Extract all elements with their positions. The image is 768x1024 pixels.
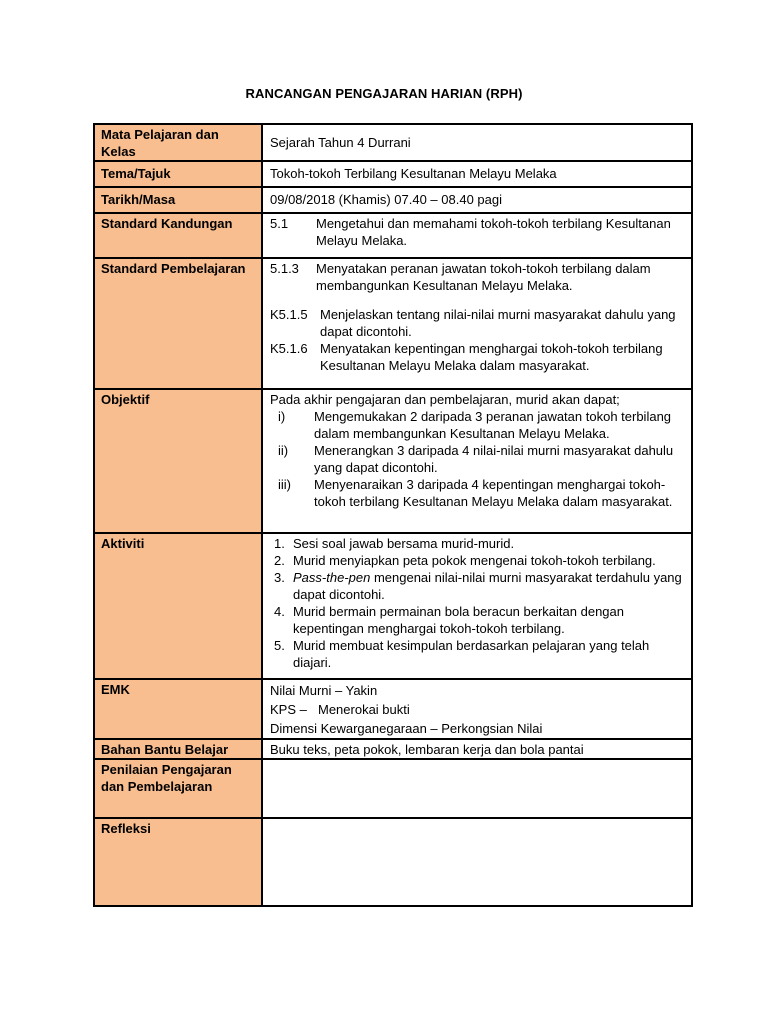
table-row-penilaian xyxy=(94,759,692,818)
emk-line: Dimensi Kewarganegaraan – Perkongsian Nilai xyxy=(270,721,543,736)
table-row-objektif xyxy=(94,389,692,533)
row-label: Refleksi xyxy=(94,818,262,906)
item-code: 5.1.3 xyxy=(270,261,299,276)
table-row-aktiviti xyxy=(94,533,692,679)
row-value: Buku teks, peta pokok, lembaran kerja dan bola pantai xyxy=(262,739,692,759)
item-code: K5.1.5 xyxy=(270,307,308,322)
item-text: Murid bermain permainan bola beracun berkaitan dengan kepentingan menghargai tokoh-tokoh terbilang. xyxy=(293,604,624,636)
item-number: ii) xyxy=(278,443,289,458)
document-title: RANCANGAN PENGAJARAN HARIAN (RPH) xyxy=(245,86,523,101)
row-value: Tokoh-tokoh Terbilang Kesultanan Melayu Melaka xyxy=(262,161,692,187)
standard-pembelajaran-item xyxy=(270,260,685,294)
standard-pembelajaran-item xyxy=(270,306,685,340)
row-label: Standard Kandungan xyxy=(94,213,262,258)
item-code: 5.1 xyxy=(270,216,289,231)
list-item xyxy=(270,476,685,510)
list-item xyxy=(270,442,685,476)
item-text: Mengetahui dan memahami tokoh-tokoh terbilang Kesultanan Melayu Melaka. xyxy=(316,216,671,248)
kps-label: KPS – xyxy=(270,702,307,717)
standard-pembelajaran-item xyxy=(270,340,685,374)
table-row-tema xyxy=(94,161,692,187)
item-text: Sesi soal jawab bersama murid-murid. xyxy=(293,536,515,551)
row-label: Penilaian Pengajaran dan Pembelajaran xyxy=(94,759,262,818)
list-item xyxy=(270,408,685,442)
item-text: Menjelaskan tentang nilai-nilai murni masyarakat dahulu yang dapat dicontohi. xyxy=(320,307,676,339)
item-text: Menerangkan 3 daripada 4 nilai-nilai murni masyarakat dahulu yang dapat dicontohi. xyxy=(314,443,674,475)
row-value xyxy=(262,759,692,818)
row-value: Sejarah Tahun 4 Durrani xyxy=(262,124,692,161)
item-text: Murid menyiapkan peta pokok mengenai tokoh-tokoh terbilang. xyxy=(293,553,656,568)
rph-table xyxy=(93,123,693,907)
item-italic-text: Pass-the-pen xyxy=(293,570,371,585)
item-number: 1. xyxy=(274,536,285,551)
row-label: EMK xyxy=(94,679,262,739)
objektif-intro: Pada akhir pengajaran dan pembelajaran, murid akan dapat; xyxy=(270,392,620,407)
row-label: Bahan Bantu Belajar xyxy=(94,739,262,759)
table-row-standard-pembelajaran xyxy=(94,258,692,389)
row-value: 09/08/2018 (Khamis) 07.40 – 08.40 pagi xyxy=(262,187,692,213)
table-row-refleksi xyxy=(94,818,692,906)
item-text: Menyenaraikan 3 daripada 4 kepentingan menghargai tokoh-tokoh terbilang Kesultanan Melayu Melaka dalam masyarakat. xyxy=(314,477,673,509)
row-label: Tarikh/Masa xyxy=(94,187,262,213)
item-number: 4. xyxy=(274,604,285,619)
row-value xyxy=(262,818,692,906)
row-label: Tema/Tajuk xyxy=(94,161,262,187)
table-row-mata-pelajaran xyxy=(94,124,692,161)
table-row-emk xyxy=(94,679,692,739)
table-row-standard-kandungan xyxy=(94,213,692,258)
row-label: Standard Pembelajaran xyxy=(94,258,262,389)
item-text: Menyatakan peranan jawatan tokoh-tokoh terbilang dalam membangunkan Kesultanan Melayu Melaka. xyxy=(316,261,651,293)
item-text: Murid membuat kesimpulan berdasarkan pelajaran yang telah diajari. xyxy=(293,638,650,670)
row-label: Mata Pelajaran dan Kelas xyxy=(94,124,262,161)
item-text: mengenai nilai-nilai murni masyarakat terdahulu yang dapat dicontohi. xyxy=(293,570,682,602)
item-number: 5. xyxy=(274,638,285,653)
kps-value: Menerokai bukti xyxy=(318,702,410,717)
item-number: iii) xyxy=(278,477,291,492)
list-item xyxy=(270,552,685,569)
standard-kandungan-item xyxy=(270,215,685,249)
table-row-bahan-bantu-belajar xyxy=(94,739,692,759)
emk-line: Nilai Murni – Yakin xyxy=(270,683,378,698)
row-label: Aktiviti xyxy=(94,533,262,679)
item-text: Mengemukakan 2 daripada 3 peranan jawatan tokoh terbilang dalam membangunkan Kesultanan Melayu Melaka. xyxy=(314,409,672,441)
list-item xyxy=(270,637,685,671)
item-number: 3. xyxy=(274,570,285,585)
list-item xyxy=(270,569,685,603)
item-number: 2. xyxy=(274,553,285,568)
table-row-tarikh xyxy=(94,187,692,213)
row-label: Objektif xyxy=(94,389,262,533)
list-item xyxy=(270,603,685,637)
emk-line xyxy=(270,700,685,719)
item-text: Menyatakan kepentingan menghargai tokoh-tokoh terbilang Kesultanan Melayu Melaka dalam masyarakat. xyxy=(320,341,663,373)
item-code: K5.1.6 xyxy=(270,341,308,356)
list-item xyxy=(270,535,685,552)
item-number: i) xyxy=(278,409,286,424)
